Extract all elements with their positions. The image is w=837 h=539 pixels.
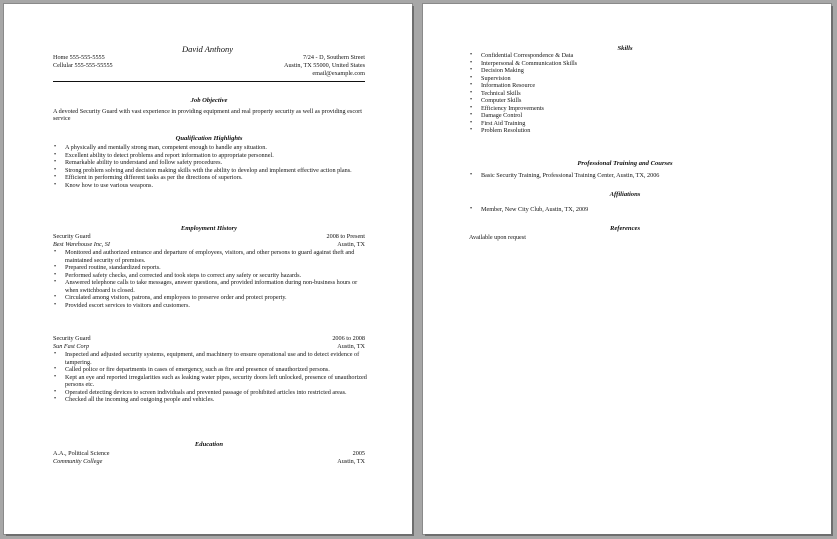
list-item: • Excellent ability to detect problems and report information to appropriate personnel. — [53, 152, 367, 160]
list-item: • Damage Control — [469, 112, 769, 120]
job1-company: Best Warehouse Inc, SI — [53, 241, 110, 248]
training-heading: Professional Training and Courses — [577, 160, 673, 167]
list-item: • Prepared routine, standardized reports. — [53, 264, 367, 272]
email-address: email@example.com — [312, 70, 365, 77]
address-line-2: Austin, TX 55000, United States — [283, 62, 365, 69]
list-item: • Answered telephone calls to take messages, answer questions, and provided information during non-business hours or when switchboard is closed. — [53, 279, 367, 294]
education-school: Community College — [53, 458, 103, 465]
objective-text: A devoted Security Guard with vast experience in providing equipment and real property security as well as providing escort service — [53, 108, 362, 123]
job2-company: Sun Fast Corp — [53, 343, 90, 350]
list-item: • Kept an eye and reported irregularities such as leaking water pipes, security doors left unlocked, presence of unauthorized persons etc. — [53, 374, 367, 389]
document-page-2 — [423, 4, 831, 534]
list-item: • Checked all the incoming and outgoing people and vehicles. — [53, 396, 367, 404]
header-divider — [53, 81, 365, 82]
education-location: Austin, TX — [337, 458, 365, 465]
cell-phone: Cellular 555-555-55555 — [53, 62, 113, 69]
job1-dates: 2008 to Present — [326, 233, 365, 240]
list-item: • A physically and mentally strong man, competent enough to handle any situation. — [53, 144, 367, 152]
references-heading: References — [609, 225, 641, 232]
list-item: • Decision Making — [469, 67, 769, 75]
list-item: • Computer Skills — [469, 97, 769, 105]
list-item: • Monitored and authorized entrance and departure of employees, visitors, and other persons to guard against theft and maintained security of premises. — [53, 249, 367, 264]
job1-location: Austin, TX — [337, 241, 365, 248]
list-item: • Basic Security Training, Professional Training Center, Austin, TX, 2006 — [469, 172, 789, 180]
education-year: 2005 — [352, 450, 365, 457]
list-item: • Performed safety checks, and corrected and took steps to correct any safety or security hazards. — [53, 272, 367, 280]
job2-title: Security Guard — [53, 335, 91, 342]
list-item: • Member, New City Club, Austin, TX, 2009 — [469, 206, 789, 214]
home-phone: Home 555-555-5555 — [53, 54, 105, 61]
education-heading: Education — [194, 441, 224, 448]
list-item: • Confidential Correspondence & Data — [469, 52, 769, 60]
list-item: • Know how to use various weapons. — [53, 182, 367, 190]
highlights-list — [53, 144, 367, 189]
employment-heading: Employment History — [180, 225, 238, 232]
job2-dates: 2006 to 2008 — [332, 335, 365, 342]
list-item: • Called police or fire departments in cases of emergency, such as fire and presence of unauthorized persons. — [53, 366, 367, 374]
affiliations-heading: Affiliations — [609, 191, 641, 198]
highlights-heading: Qualification Highlights — [175, 135, 243, 142]
list-item: • Technical Skills — [469, 90, 769, 98]
references-text: Available upon request — [469, 234, 526, 241]
list-item: • Strong problem solving and decision making skills with the ability to develop and implement effective action plans. — [53, 167, 367, 175]
list-item: • Interpersonal & Communication Skills — [469, 60, 769, 68]
list-item: • Inspected and adjusted security systems, equipment, and machinery to ensure operational use and to detect evidence of tampering. — [53, 351, 367, 366]
list-item: • Operated detecting devices to screen individuals and prevented passage of prohibited articles into restricted areas. — [53, 389, 367, 397]
skills-list — [469, 52, 769, 135]
list-item: • Problem Resolution — [469, 127, 769, 135]
objective-heading: Job Objective — [190, 97, 228, 104]
list-item: • Information Resource — [469, 82, 769, 90]
list-item: • Remarkable ability to understand and follow safety procedures. — [53, 159, 367, 167]
skills-heading: Skills — [617, 45, 633, 52]
list-item: • Efficiency Improvements — [469, 105, 769, 113]
document-page-1 — [4, 4, 412, 534]
training-list — [469, 172, 789, 180]
candidate-name: David Anthony — [182, 44, 234, 54]
address-line-1: 7/24 - D, Southern Street — [302, 54, 365, 61]
education-degree: A.A., Political Science — [53, 450, 110, 457]
job2-duties — [53, 351, 367, 404]
job1-duties — [53, 249, 367, 309]
job1-title: Security Guard — [53, 233, 91, 240]
job2-location: Austin, TX — [337, 343, 365, 350]
list-item: • Circulated among visitors, patrons, and employees to preserve order and protect property. — [53, 294, 367, 302]
list-item: • Supervision — [469, 75, 769, 83]
affiliations-list — [469, 206, 789, 214]
list-item: • Provided escort services to visitors and customers. — [53, 302, 367, 310]
list-item: • Efficient in performing different tasks as per the directions of superiors. — [53, 174, 367, 182]
list-item: • First Aid Training — [469, 120, 769, 128]
